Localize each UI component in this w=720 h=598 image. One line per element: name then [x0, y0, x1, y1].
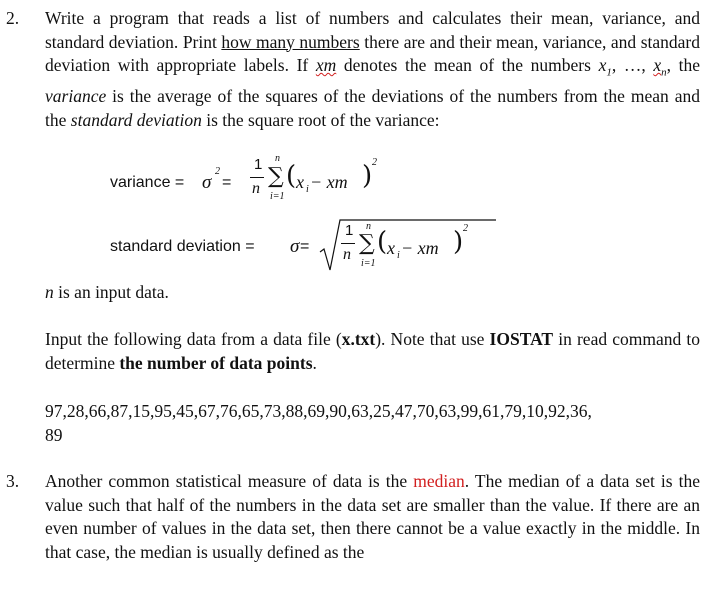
input-instructions: Input the following data from a data file (x.txt). Note that use IOSTAT in read command to determine the number of data points. [45, 329, 700, 373]
question-3-number: 3. [6, 471, 20, 491]
standard-deviation-term: standard deviation [70, 109, 202, 130]
data-values: 97,28,66,87,15,95,45,67,76,65,73,88,69,90,63,25,47,70,63,99,61,79,10,92,36, 89 [45, 401, 592, 445]
question-2-number: 2. [6, 8, 20, 28]
sum-symbol: ∑ [359, 231, 375, 256]
how-many-numbers-underlined: how many numbers [221, 31, 360, 52]
n-input-note: n is an input data. [45, 282, 169, 302]
xm-term: xm [315, 55, 337, 75]
median-highlight: median [413, 471, 465, 491]
data-file-name: x.txt [341, 329, 376, 349]
question-3-text: Another common statistical measure of data is the median. The median of a data set is the value such that half of the numbers in the data set are smaller than the value. If there are an even number of values in the data set, then there cannot be a value exactly in the middle. In that case, the median is usually defined as the [45, 471, 700, 562]
iostat-keyword: IOSTAT [489, 329, 554, 349]
variance-term: variance [45, 86, 107, 106]
sum-symbol: ∑ [268, 164, 284, 189]
number-of-data-points: the number of data points [119, 352, 313, 373]
question-2-intro: Write a program that reads a list of numbers and calculates their mean, variance, and standard deviation. Print how many numbers there are and their mean, variance, and standard deviation with appropriate labels. If xm denotes the mean of the numbers $x_1$, …, $x_n$, the variance is the average of the squares of the deviations of the numbers from the mean and the standard deviation is the square root of the variance: [45, 8, 700, 130]
